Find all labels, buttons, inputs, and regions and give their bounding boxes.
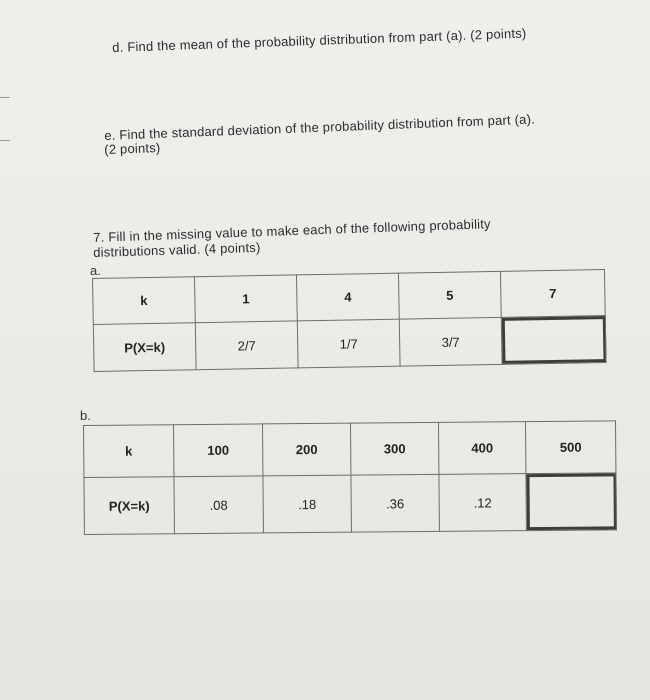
row-header-k: k [93,277,196,325]
probability-cell: .18 [263,475,351,533]
distribution-table-b [83,420,617,535]
margin-line [0,97,10,98]
k-value-cell: 200 [262,423,350,476]
question-7-text-cont: distributions valid. (4 points) [93,239,261,260]
question-e-points: (2 points) [104,140,161,157]
answer-box[interactable] [526,473,616,530]
row-header-probability: P(X=k) [93,323,196,372]
probability-cell: 2/7 [195,321,298,370]
k-value-cell: 400 [438,422,525,475]
question-e-text: e. Find the standard deviation of the probability distribution from part (a). [104,111,536,143]
missing-value-cell[interactable] [526,473,616,531]
table-row [84,421,616,478]
row-header-probability: P(X=k) [84,477,174,535]
row-header-k: k [84,425,174,478]
k-value-cell: 1 [194,275,297,323]
probability-cell: 3/7 [399,317,502,366]
k-value-cell: 100 [174,424,263,477]
table-row [84,473,616,535]
distribution-table-a [92,269,607,372]
part-b-label: b. [80,408,91,423]
margin-line [0,140,10,141]
k-value-cell: 5 [398,271,501,319]
answer-box[interactable] [502,316,607,364]
k-value-cell: 4 [296,273,399,321]
missing-value-cell[interactable] [501,316,606,365]
probability-cell: .08 [174,476,263,534]
k-value-cell: 7 [500,270,605,318]
k-value-cell: 500 [525,421,615,474]
probability-cell: .12 [439,474,526,532]
question-d-text: d. Find the mean of the probability distribution from part (a). (2 points) [112,25,527,55]
part-a-label: a. [90,263,101,278]
probability-cell: .36 [351,474,439,532]
probability-cell: 1/7 [297,319,400,368]
question-7-text: 7. Fill in the missing value to make each of the following probability [93,216,491,245]
k-value-cell: 300 [350,422,438,475]
table-row [93,316,606,372]
